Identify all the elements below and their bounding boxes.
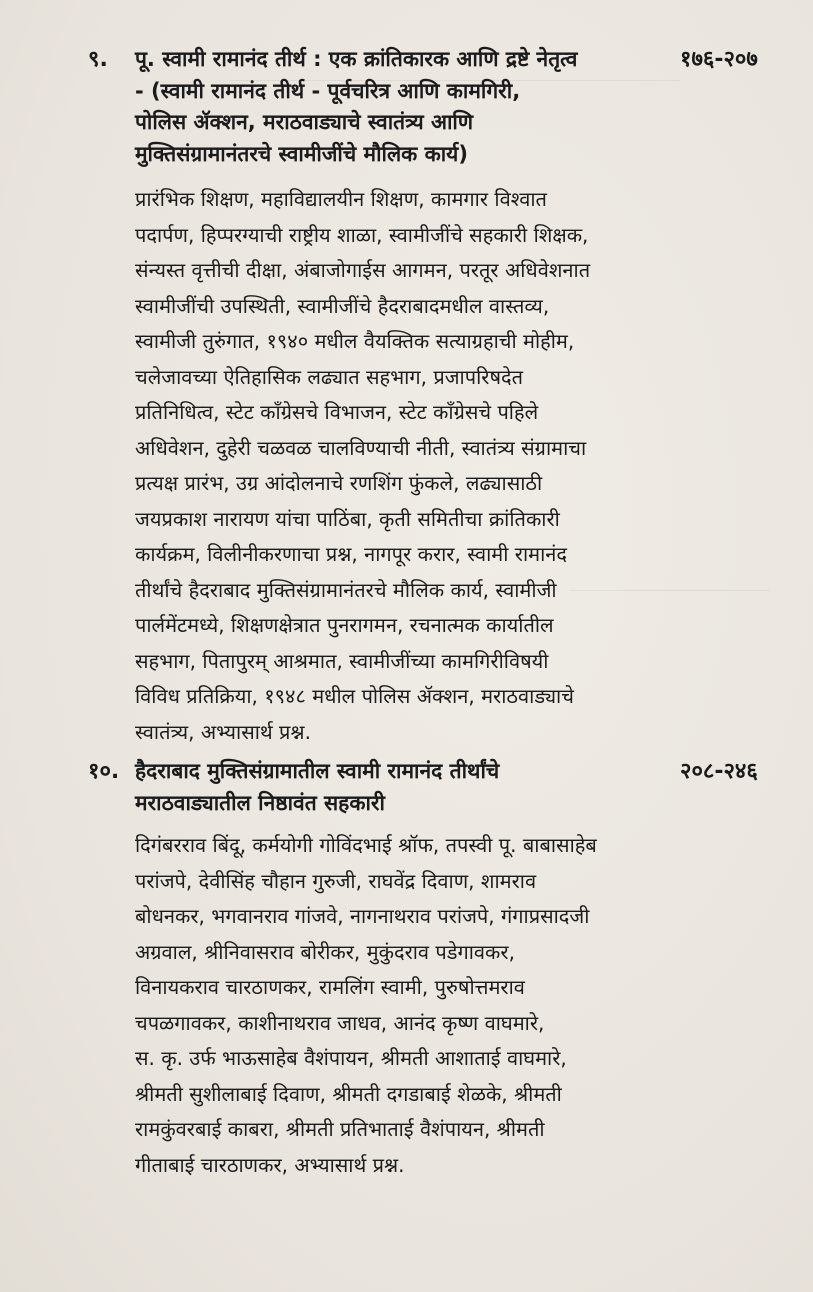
entry-number: १०. [88, 759, 120, 784]
body-line: चपळगावकर, काशीनाथराव जाधव, आनंद कृष्ण वाघमारे, [135, 1010, 545, 1035]
body-line: प्रारंभिक शिक्षण, महाविद्यालयीन शिक्षण, कामगार विश्वात [135, 187, 547, 211]
body-line: स्वामीजींची उपस्थिती, स्वामीजींचे हैदराबादमधील वास्तव्य, [135, 293, 550, 318]
entry-number: ९. [88, 47, 108, 72]
body-line: दिगंबरराव बिंदू, कर्मयोगी गोविंदभाई श्रॉफ, तपस्वी पू. बाबासाहेब [135, 833, 597, 857]
body-line: जयप्रकाश नारायण यांचा पाठिंबा, कृती समितीचा क्रांतिकारी [135, 506, 560, 531]
body-line: विविध प्रतिक्रिया, १९४८ मधील पोलिस ॲक्शन, मराठवाड्याचे [135, 684, 574, 708]
title-line: मराठवाड्यातील निष्ठावंत सहकारी [135, 790, 385, 815]
entry-description [135, 182, 655, 750]
entry-title [135, 756, 670, 819]
body-line: प्रत्यक्ष प्रारंभ, उग्र आंदोलनाचे रणशिंग फुंकले, लढ्यासाठी [135, 471, 543, 495]
body-line: रामकुंवरबाई काबरा, श्रीमती प्रतिभाताई वैशंपायन, श्रीमती [135, 1117, 545, 1141]
title-line: हैदराबाद मुक्तिसंग्रामातील स्वामी रामानंद तीर्थांचे [135, 759, 500, 783]
body-line: चलेजावच्या ऐतिहासिक लढ्यात सहभाग, प्रजापरिषदेत [135, 364, 524, 389]
body-line: गीताबाई चारठाणकर, अभ्यासार्थ प्रश्न. [135, 1152, 405, 1177]
body-line: विनायकराव चारठाणकर, रामलिंग स्वामी, पुरुषोत्तमराव [135, 975, 525, 999]
body-line: प्रतिनिधित्व, स्टेट काँग्रेसचे विभाजन, स्टेट काँग्रेसचे पहिले [135, 400, 539, 424]
entry-page-range: १७६-२०७ [680, 47, 758, 72]
body-line: स. कृ. उर्फ भाऊसाहेब वैशंपायन, श्रीमती आशाताई वाघमारे, [135, 1046, 567, 1070]
body-line: तीर्थांचे हैदराबाद मुक्तिसंग्रामानंतरचे मौलिक कार्य, स्वामीजी [135, 577, 557, 602]
body-line: श्रीमती सुशीलाबाई दिवाण, श्रीमती दगडाबाई शेळके, श्रीमती [135, 1081, 562, 1106]
entry-title [135, 44, 670, 170]
body-line: सहभाग, पितापुरम् आश्रमात, स्वामीजींच्या कामगिरीविषयी [135, 648, 549, 673]
title-line: पू. स्वामी रामानंद तीर्थ : एक क्रांतिकारक आणि द्रष्टे नेतृत्व [135, 47, 578, 71]
body-line: अग्रवाल, श्रीनिवासराव बोरीकर, मुकुंदराव पडेगावकर, [135, 939, 515, 964]
body-line: स्वातंत्र्य, अभ्यासार्थ प्रश्न. [135, 719, 311, 744]
title-line: - (स्वामी रामानंद तीर्थ - पूर्वचरित्र आणि कामगिरी, [135, 78, 521, 103]
body-line: बोधनकर, भगवानराव गांजवे, नागनाथराव परांजपे, गंगाप्रसादजी [135, 904, 590, 928]
body-line: पदार्पण, हिप्परग्याची राष्ट्रीय शाळा, स्वामीजींचे सहकारी शिक्षक, [135, 222, 589, 247]
body-line: अधिवेशन, दुहेरी चळवळ चालविण्याची नीती, स्वातंत्र्य संग्रामाचा [135, 435, 587, 460]
entry-page-range: २०८-२४६ [680, 759, 758, 784]
title-line: मुक्तिसंग्रामानंतरचे स्वामीजींचे मौलिक कार्य) [135, 141, 468, 166]
body-line: स्वामीजी तुरुंगात, १९४० मधील वैयक्तिक सत्याग्रहाची मोहीम, [135, 329, 575, 353]
title-line: पोलिस ॲक्शन, मराठवाड्याचे स्वातंत्र्य आणि [135, 110, 474, 135]
body-line: पार्लमेंटमध्ये, शिक्षणक्षेत्रात पुनरागमन, रचनात्मक कार्यातील [135, 613, 554, 637]
body-line: संन्यस्त वृत्तीची दीक्षा, अंबाजोगाईस आगमन, परतूर अधिवेशनात [135, 258, 591, 282]
body-line: कार्यक्रम, विलीनीकरणाचा प्रश्न, नागपूर करार, स्वामी रामानंद [135, 542, 567, 566]
entry-description [135, 828, 655, 1183]
body-line: परांजपे, देवीसिंह चौहान गुरुजी, राघवेंद्र दिवाण, शामराव [135, 868, 537, 893]
